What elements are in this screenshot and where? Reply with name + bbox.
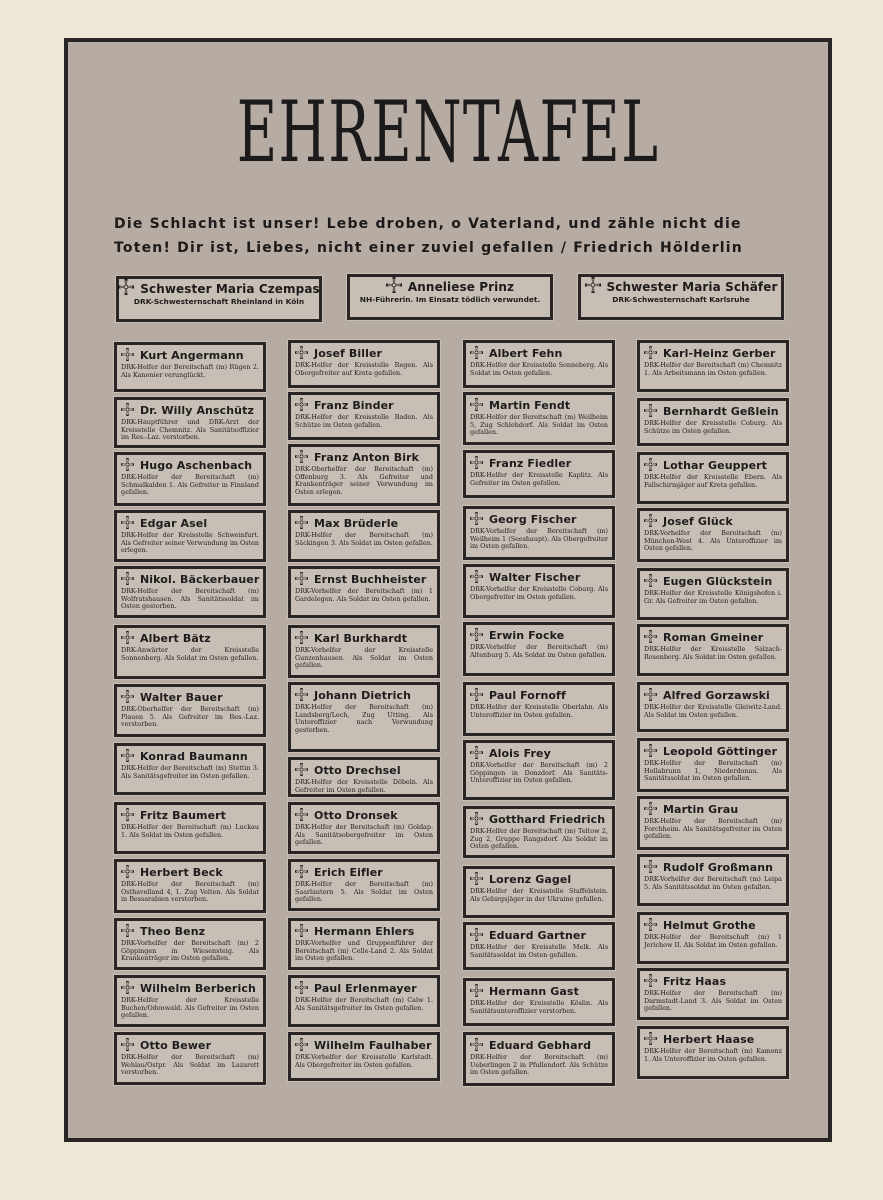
iron-cross-icon (470, 626, 483, 645)
iron-cross-icon (644, 402, 657, 421)
iron-cross-icon (121, 629, 134, 648)
iron-cross-icon (121, 401, 134, 420)
memorial-entry (288, 340, 440, 388)
entry-description: DRK-Helfer der Kreisstelle Köslin. Als Sanitätsunteroffizier verstorben. (470, 999, 608, 1015)
memorial-entry (288, 625, 440, 678)
entry-name: Alois Frey (489, 746, 551, 760)
entry-name: Max Brüderle (314, 516, 399, 530)
entry-description: DRK-Helfer der Bereitschaft (m) Weilheim 5, Zug Schlehdorf. Als Soldat im Osten gefallen. (470, 413, 608, 437)
entry-description: DRK-Helfer der Kreisstelle Coburg. Als Schütze im Osten gefallen. (644, 419, 782, 435)
memorial-entry (288, 392, 440, 440)
iron-cross-icon (118, 279, 134, 299)
iron-cross-icon (470, 870, 483, 889)
memorial-entry (288, 682, 440, 752)
entry-description: DRK-Hauptführer und DRK-Arzt der Kreisstelle Chemnitz. Als Sanitätsoffizier im Res.-Laz. verstorben. (121, 418, 259, 442)
entry-name: Kurt Angermann (140, 348, 244, 362)
entry-name: Schwester Maria Czempas (140, 282, 320, 296)
iron-cross-icon (121, 456, 134, 475)
iron-cross-icon (644, 512, 657, 531)
entry-description: DRK-Helfer der Bereitschaft (m) Hollabrunn 1, Niederdonau. Als Sanitätssoldat im Osten gefallen. (644, 759, 782, 783)
entry-name: Rudolf Großmann (663, 860, 774, 874)
iron-cross-icon (121, 570, 134, 589)
entry-name: Lothar Geuppert (663, 458, 768, 472)
memorial-entry (114, 452, 266, 506)
iron-cross-icon (470, 926, 483, 945)
entry-name: Wilhelm Faulhaber (314, 1038, 432, 1052)
entry-name: Franz Binder (314, 398, 394, 412)
entry-name: Albert Bätz (140, 631, 211, 645)
entry-name: Leopold Göttinger (663, 744, 778, 758)
entry-name: Wilhelm Berberich (140, 981, 256, 995)
entry-name: Erich Eifler (314, 865, 383, 879)
entry-description: DRK-Helfer der Bereitschaft (m) Goldap. Als Sanitätsobergefreiter im Osten gefallen. (295, 823, 433, 847)
memorial-entry (637, 340, 789, 392)
entry-description: DRK-Helfer der Bereitschaft (m) Ueberlingen 2 in Pfullendorf. Als Schütze im Osten gefallen. (470, 1053, 608, 1077)
iron-cross-icon (295, 570, 308, 589)
iron-cross-icon (295, 396, 308, 415)
memorial-entry (463, 866, 615, 918)
entry-name: Otto Bewer (140, 1038, 212, 1052)
memorial-entry (288, 566, 440, 618)
memorial-entry (114, 342, 266, 392)
entry-description: DRK-Helfer der Kreisstelle Gleiwitz-Land. Als Soldat im Osten gefallen. (644, 703, 782, 719)
entry-name: Edgar Asel (140, 516, 208, 530)
iron-cross-icon (470, 510, 483, 529)
memorial-entry (114, 859, 266, 913)
entry-name: Anneliese Prinz (407, 280, 515, 294)
entry-description: DRK-Oberhelfer der Bereitschaft (m) Offenburg 3. Als Gefreiter und Krankenträger seiner Verwundung im Osten erlegen. (295, 465, 433, 496)
memorial-entry (637, 796, 789, 850)
memorial-entry (114, 566, 266, 618)
entry-name: Walter Bauer (140, 690, 223, 704)
memorial-entry (637, 854, 789, 906)
iron-cross-icon (585, 277, 601, 297)
entry-name: Josef Glück (663, 514, 733, 528)
memorial-entry (347, 274, 553, 320)
iron-cross-icon (644, 800, 657, 819)
iron-cross-icon (295, 863, 308, 882)
entry-description: DRK-Helfer der Bereitschaft (m) Teltow 2, Zug 2, Gruppe Rangsdorf. Als Soldat im Osten gefallen. (470, 827, 608, 851)
iron-cross-icon (121, 979, 134, 998)
entry-description: DRK-Vorhelfer der Bereitschaft (m) München-West 4. Als Unteroffizier im Osten gefallen. (644, 529, 782, 553)
entry-description: DRK-Schwesternschaft Karlsruhe (612, 295, 750, 304)
entry-name: Fritz Baumert (140, 808, 227, 822)
entry-description: DRK-Helfer der Bereitschaft (m) Schmalkalden 1. Als Gefreiter in Finnland gefallen. (121, 473, 259, 497)
entry-name: Paul Fornoff (489, 688, 566, 702)
entry-name: Herbert Haase (663, 1032, 755, 1046)
memorial-entry (288, 444, 440, 506)
entry-name: Karl-Heinz Gerber (663, 346, 776, 360)
entry-name: Walter Fischer (489, 570, 581, 584)
iron-cross-icon (295, 514, 308, 533)
entry-name: Paul Erlenmayer (314, 981, 417, 995)
iron-cross-icon (121, 514, 134, 533)
entry-name: Eduard Gartner (489, 928, 587, 942)
memorial-entry (637, 624, 789, 676)
iron-cross-icon (295, 922, 308, 941)
iron-cross-icon (121, 747, 134, 766)
entry-description: DRK-Helfer der Kreisstelle Oberlahn. Als Unteroffizier im Osten gefallen. (470, 703, 608, 719)
entry-name: Georg Fischer (489, 512, 577, 526)
iron-cross-icon (644, 572, 657, 591)
entry-name: Ernst Buchheister (314, 572, 427, 586)
entry-description: DRK-Helfer der Kreisstelle Ebern. Als Fallschirmjäger auf Kreta gefallen. (644, 473, 782, 489)
memorial-entry (463, 450, 615, 498)
iron-cross-icon (470, 982, 483, 1001)
entry-name: Otto Drechsel (314, 763, 401, 777)
memorial-entry (463, 1032, 615, 1086)
iron-cross-icon (295, 448, 308, 467)
iron-cross-icon (295, 629, 308, 648)
iron-cross-icon (295, 761, 308, 780)
iron-cross-icon (470, 810, 483, 829)
memorial-entry (463, 682, 615, 736)
entry-description: DRK-Vorhelfer der Bereitschaft (m) 1 Gardelegen. Als Soldat im Osten gefallen. (295, 587, 433, 603)
iron-cross-icon (470, 396, 483, 415)
memorial-entry (463, 806, 615, 858)
iron-cross-icon (470, 344, 483, 363)
memorial-entry (637, 1026, 789, 1079)
iron-cross-icon (121, 863, 134, 882)
memorial-entry (288, 975, 440, 1027)
memorial-entry (288, 859, 440, 911)
hoelderlin-quote (114, 212, 794, 260)
iron-cross-icon (470, 568, 483, 587)
iron-cross-icon (644, 686, 657, 705)
entry-description: DRK-Helfer der Bereitschaft (m) 1 Jerichow II. Als Soldat im Osten gefallen. (644, 933, 782, 949)
iron-cross-icon (386, 277, 402, 297)
entry-description: DRK-Helfer der Kreisstelle Königshofen i. Gr. Als Gefreiter im Osten gefallen. (644, 589, 782, 605)
memorial-entry (637, 452, 789, 504)
memorial-entry (637, 968, 789, 1020)
entry-name: Martin Grau (663, 802, 739, 816)
entry-name: Erwin Focke (489, 628, 565, 642)
entry-name: Bernhardt Geßlein (663, 404, 779, 418)
memorial-panel (64, 38, 832, 1142)
memorial-entry (114, 684, 266, 737)
entry-name: Johann Dietrich (314, 688, 412, 702)
memorial-entry (114, 1032, 266, 1085)
entry-name: Martin Fendt (489, 398, 571, 412)
iron-cross-icon (295, 979, 308, 998)
entry-name: Lorenz Gagel (489, 872, 572, 886)
iron-cross-icon (121, 1036, 134, 1055)
memorial-entry (114, 397, 266, 448)
entry-description: DRK-Vorhelfer der Kreisstelle Karlstadt. Als Obergefreiter im Osten gefallen. (295, 1053, 433, 1069)
entry-name: Eugen Glückstein (663, 574, 773, 588)
entry-name: Eduard Gebhard (489, 1038, 592, 1052)
entry-description: DRK-Vorhelfer der Bereitschaft (m) 2 Göppingen in Donzdorf. Als Sanitäts-Unteroffizier im Osten gefallen. (470, 761, 608, 785)
memorial-entry (463, 978, 615, 1026)
entry-name: Otto Dronsek (314, 808, 398, 822)
iron-cross-icon (295, 806, 308, 825)
entry-description: DRK-Helfer der Kreisstelle Regen. Als Obergefreiter auf Kreta gefallen. (295, 361, 433, 377)
iron-cross-icon (295, 686, 308, 705)
entry-description: DRK-Vorhelfer der Bereitschaft (m) Weilheim 1 (Seeshaupt). Als Obergefreiter im Osten gefallen. (470, 527, 608, 551)
entry-description: DRK-Helfer der Kreisstelle Schweinfurt. Als Gefreiter seiner Verwundung im Osten erlegen. (121, 531, 259, 555)
entry-name: Franz Fiedler (489, 456, 572, 470)
entry-description: DRK-Vorhelfer der Kreisstelle Gunzenhausen. Als Soldat im Osten gefallen. (295, 646, 433, 670)
entry-description: DRK-Vorhelfer und Gruppenführer der Bereitschaft (m) Celle-Land 2. Als Soldat im Osten gefallen. (295, 939, 433, 963)
entry-name: Alfred Gorzawski (663, 688, 770, 702)
entry-description: DRK-Helfer der Kreisstelle Baden. Als Schütze im Osten gefallen. (295, 413, 433, 429)
iron-cross-icon (644, 916, 657, 935)
entry-name: Roman Gmeiner (663, 630, 764, 644)
entry-name: Herbert Beck (140, 865, 223, 879)
memorial-entry (637, 568, 789, 620)
entry-description: DRK-Helfer der Bereitschaft (m) Stettin 3. Als Sanitätsgefreiter im Osten gefallen. (121, 764, 259, 780)
memorial-entry (114, 918, 266, 970)
entry-description: DRK-Helfer der Kreisstelle Staffelstein. Als Gebirgsjäger in der Ukraine gefallen. (470, 887, 608, 903)
entry-description: DRK-Helfer der Bereitschaft (m) Säckingen 3. Als Soldat im Osten gefallen. (295, 531, 433, 547)
memorial-entry (637, 398, 789, 446)
entry-description: DRK-Helfer der Bereitschaft (m) Forchheim. Als Sanitätsgefreiter im Osten gefallen. (644, 817, 782, 841)
entry-description: DRK-Anwärter der Kreisstelle Sonnenberg. Als Soldat im Osten gefallen. (121, 646, 259, 662)
memorial-entry (288, 757, 440, 797)
entry-description: DRK-Helfer der Bereitschaft (m) Luckau 1. Als Soldat im Osten gefallen. (121, 823, 259, 839)
entry-description: NH-Führerin. Im Einsatz tödlich verwundet. (359, 295, 541, 304)
entry-description: DRK-Helfer der Kreisstelle Kaplitz. Als Gefreiter im Osten gefallen. (470, 471, 608, 487)
memorial-entry (114, 802, 266, 854)
memorial-entry (288, 510, 440, 562)
memorial-entry (578, 274, 784, 320)
entry-name: Konrad Baumann (140, 749, 248, 763)
entry-description: DRK-Helfer der Bereitschaft (m) Kamenz 1. Als Unteroffizier im Osten gefallen. (644, 1047, 782, 1063)
memorial-entry (637, 912, 789, 964)
iron-cross-icon (644, 628, 657, 647)
memorial-entry (114, 743, 266, 795)
entry-description: DRK-Vorhelfer der Bereitschaft (m) Leipa 5. Als Sanitätssoldat im Osten gefallen. (644, 875, 782, 891)
iron-cross-icon (121, 688, 134, 707)
memorial-entry (463, 392, 615, 445)
entry-name: Helmut Grothe (663, 918, 756, 932)
entry-description: DRK-Helfer der Bereitschaft (m) Osthavelland 4, 1. Zug Velten. Als Soldat in Bessarabien verstorben. (121, 880, 259, 904)
iron-cross-icon (644, 972, 657, 991)
entry-description: DRK-Helfer der Bereitschaft (m) Darmstadt-Land 3. Als Soldat im Osten gefallen. (644, 989, 782, 1013)
quote-line-1: Die Schlacht ist unser! Lebe droben, o Vaterland, und zähle nicht die (114, 216, 742, 232)
memorial-entry (637, 738, 789, 792)
entry-description: DRK-Helfer der Kreisstelle Buchen/Odenwald. Als Gefreiter im Osten gefallen. (121, 996, 259, 1020)
iron-cross-icon (121, 806, 134, 825)
memorial-entry (288, 802, 440, 854)
memorial-entry (637, 508, 789, 562)
entry-description: DRK-Vorhelfer der Bereitschaft (m) Altenburg 5. Als Soldat im Osten gefallen. (470, 643, 608, 659)
iron-cross-icon (644, 456, 657, 475)
entry-description: DRK-Helfer der Kreisstelle Döbeln. Als Gefreiter im Osten gefallen. (295, 778, 433, 794)
memorial-entry (637, 682, 789, 732)
iron-cross-icon (470, 454, 483, 473)
entry-description: DRK-Schwesternschaft Rheinland in Köln (133, 297, 305, 306)
entry-description: DRK-Helfer der Bereitschaft (m) Saarlautern 5. Als Soldat im Osten gefallen. (295, 880, 433, 904)
entry-name: Hugo Aschenbach (140, 458, 253, 472)
iron-cross-icon (644, 742, 657, 761)
iron-cross-icon (295, 344, 308, 363)
memorial-entry (463, 922, 615, 970)
entry-name: Hermann Ehlers (314, 924, 415, 938)
entry-name: Karl Burkhardt (314, 631, 408, 645)
memorial-entry (463, 340, 615, 388)
iron-cross-icon (121, 346, 134, 365)
entry-name: Franz Anton Birk (314, 450, 420, 464)
iron-cross-icon (644, 344, 657, 363)
iron-cross-icon (470, 686, 483, 705)
memorial-entry (463, 506, 615, 560)
entry-description: DRK-Helfer der Kreisstelle Sonneberg. Als Soldat im Osten gefallen. (470, 361, 608, 377)
memorial-entry (463, 564, 615, 618)
entry-name: Theo Benz (140, 924, 206, 938)
memorial-entry (463, 740, 615, 800)
entry-description: DRK-Oberhelfer der Bereitschaft (m) Plauen 5. Als Gefreiter im Res.-Laz. verstorben. (121, 705, 259, 729)
iron-cross-icon (121, 922, 134, 941)
iron-cross-icon (470, 744, 483, 763)
iron-cross-icon (644, 1030, 657, 1049)
entry-name: Fritz Haas (663, 974, 727, 988)
entry-description: DRK-Helfer der Bereitschaft (m) Landsberg/Lech, Zug Utting. Als Unteroffizier nach Verwundung gestorben. (295, 703, 433, 734)
entry-description: DRK-Vorhelfer der Kreisstelle Coburg. Als Obergefreiter im Osten gefallen. (470, 585, 608, 601)
entry-description: DRK-Helfer der Bereitschaft (m) Chemnitz 1. Als Arbeitsmann im Osten gefallen. (644, 361, 782, 377)
memorial-entry (114, 975, 266, 1027)
memorial-entry (288, 918, 440, 970)
entry-description: DRK-Helfer der Bereitschaft (m) Calw 1. Als Sanitätsgefreiter im Osten gefallen. (295, 996, 433, 1012)
entry-name: Gotthard Friedrich (489, 812, 606, 826)
memorial-entry (114, 510, 266, 562)
entry-description: DRK-Helfer der Kreisstelle Melk. Als Sanitätssoldat im Osten gefallen. (470, 943, 608, 959)
entry-name: Nikol. Bäckerbauer (140, 572, 260, 586)
memorial-entry (116, 276, 322, 322)
quote-line-2: Toten! Dir ist, Liebes, nicht einer zuviel gefallen / Friedrich Hölderlin (114, 240, 743, 256)
entry-description: DRK-Helfer der Kreisstelle Salzach-Rosenberg. Als Soldat im Osten gefallen. (644, 645, 782, 661)
entry-name: Josef Biller (314, 346, 383, 360)
entry-name: Hermann Gast (489, 984, 579, 998)
entry-description: DRK-Helfer der Bereitschaft (m) Wolfratshausen. Als Sanitätssoldat im Osten gestorben. (121, 587, 259, 611)
entry-description: DRK-Helfer der Bereitschaft (m) Wehlau/Ostpr. Als Soldat im Lazarett verstorben. (121, 1053, 259, 1077)
page-title: EHRENTAFEL (236, 83, 660, 181)
entry-description: DRK-Helfer der Bereitschaft (m) Rügen 2. Als Kanonier verunglückt. (121, 363, 259, 379)
entry-name: Schwester Maria Schäfer (606, 280, 778, 294)
memorial-entry (463, 622, 615, 676)
entry-name: Albert Fehn (489, 346, 563, 360)
entry-name: Dr. Willy Anschütz (140, 403, 254, 417)
memorial-entry (288, 1032, 440, 1081)
memorial-entry (114, 625, 266, 679)
iron-cross-icon (644, 858, 657, 877)
entry-description: DRK-Vorhelfer der Bereitschaft (m) 2 Göppingen in Wiesensteig. Als Krankenträger im Osten gefallen. (121, 939, 259, 963)
iron-cross-icon (470, 1036, 483, 1055)
iron-cross-icon (295, 1036, 308, 1055)
